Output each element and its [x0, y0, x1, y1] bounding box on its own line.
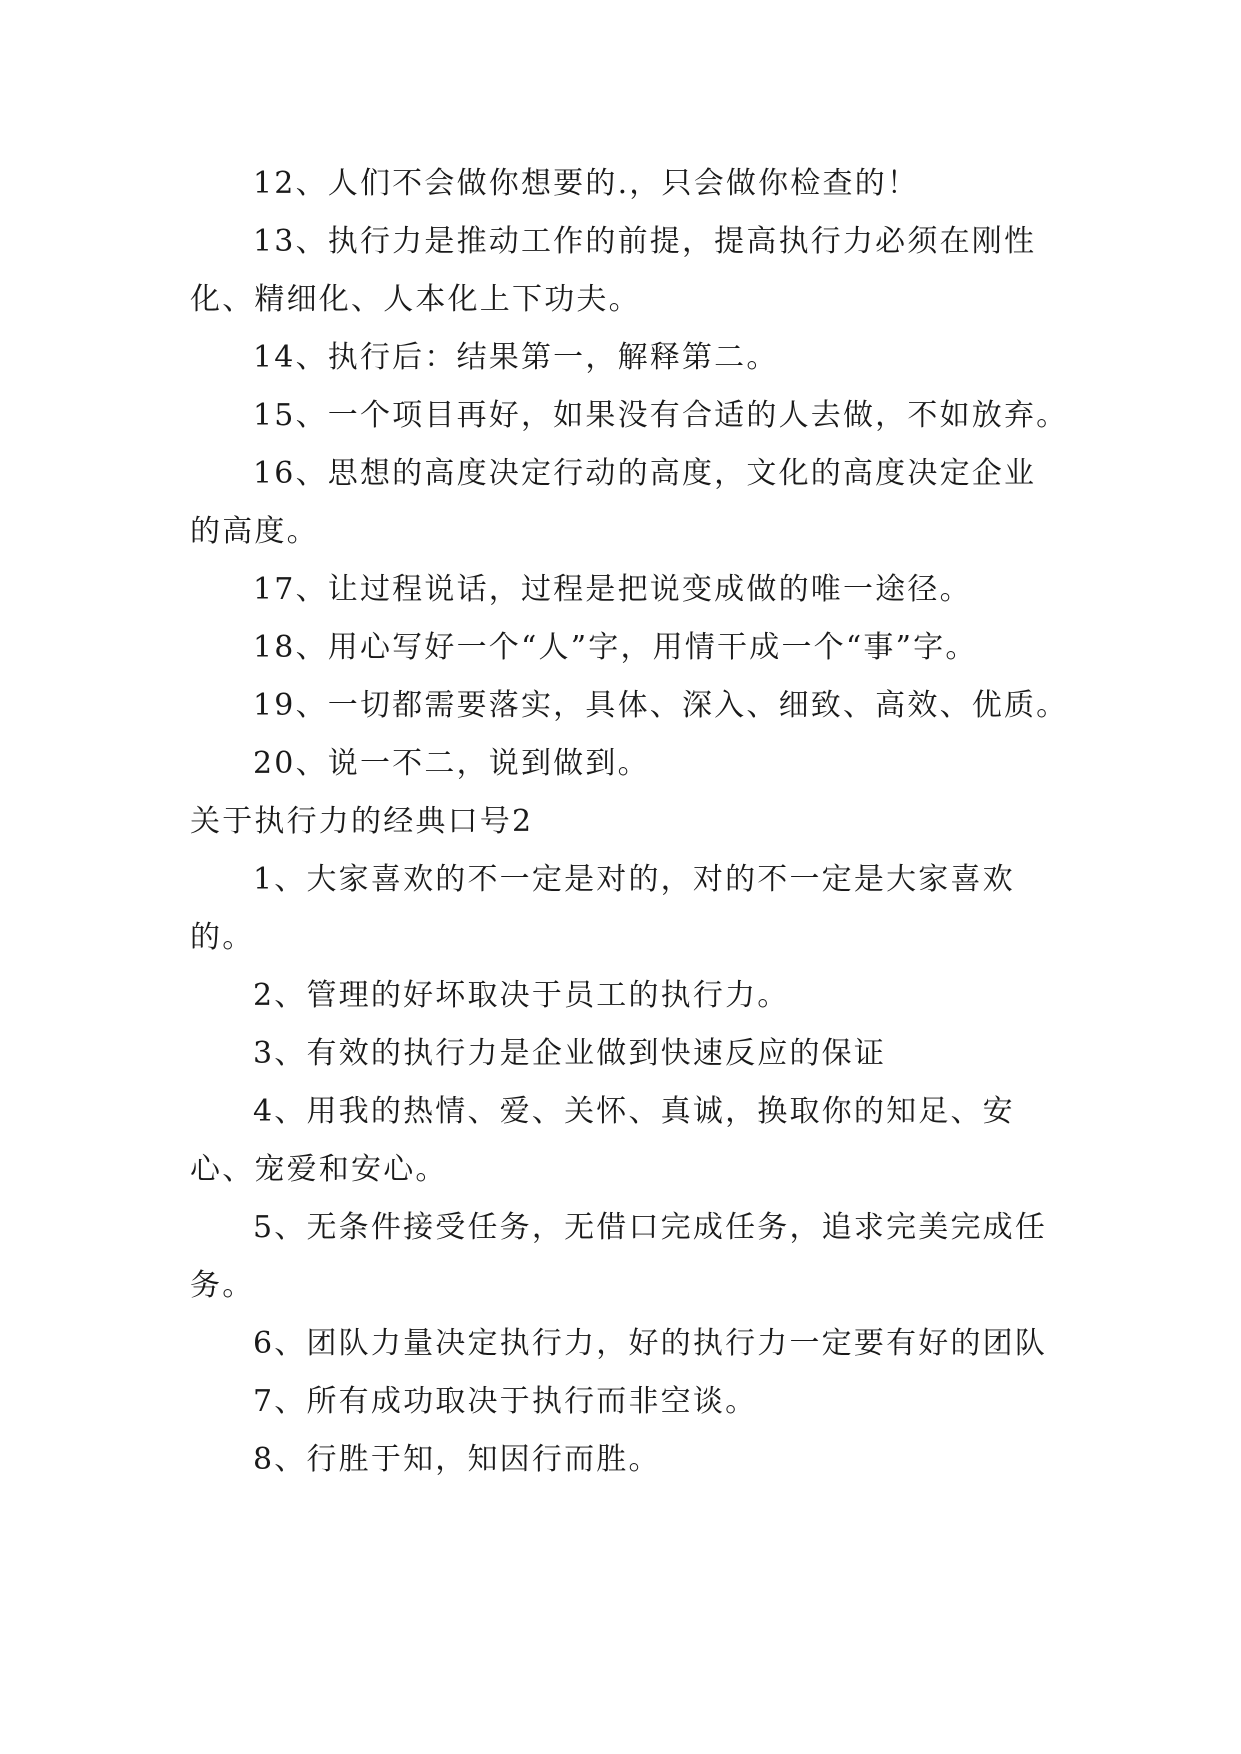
list-item: 8、行胜于知，知因行而胜。 [253, 1442, 661, 1477]
document-body [190, 155, 1069, 1489]
list-item: 7、所有成功取决于执行而非空谈。 [253, 1384, 758, 1419]
list-item: 16、思想的高度决定行动的高度，文化的高度决定企业的高度。 [190, 456, 1037, 549]
list-item: 5、无条件接受任务，无借口完成任务，追求完美完成任务。 [190, 1210, 1048, 1303]
list-item: 2、管理的好坏取决于员工的执行力。 [253, 978, 790, 1013]
list-item: 3、有效的执行力是企业做到快速反应的保证 [253, 1036, 887, 1071]
list-item: 6、团队力量决定执行力，好的执行力一定要有好的团队 [253, 1326, 1048, 1361]
list-item: 15、一个项目再好，如果没有合适的人去做，不如放弃。 [253, 398, 1069, 433]
section-heading: 关于执行力的经典口号2 [190, 804, 534, 839]
list-item: 4、用我的热情、爱、关怀、真诚，换取你的知足、安心、宠爱和安心。 [190, 1094, 1015, 1187]
list-item: 14、执行后：结果第一，解释第二。 [253, 340, 779, 375]
list-item: 1、大家喜欢的不一定是对的，对的不一定是大家喜欢的。 [190, 862, 1015, 955]
list-item: 19、一切都需要落实，具体、深入、细致、高效、优质。 [253, 688, 1069, 723]
list-item: 12、人们不会做你想要的.，只会做你检查的！ [253, 166, 920, 201]
list-item: 18、用心写好一个“人”字，用情干成一个“事”字。 [253, 630, 978, 665]
list-item: 13、执行力是推动工作的前提，提高执行力必须在刚性化、精细化、人本化上下功夫。 [190, 224, 1037, 317]
list-item: 17、让过程说话，过程是把说变成做的唯一途径。 [253, 572, 972, 607]
list-item: 20、说一不二，说到做到。 [253, 746, 650, 781]
